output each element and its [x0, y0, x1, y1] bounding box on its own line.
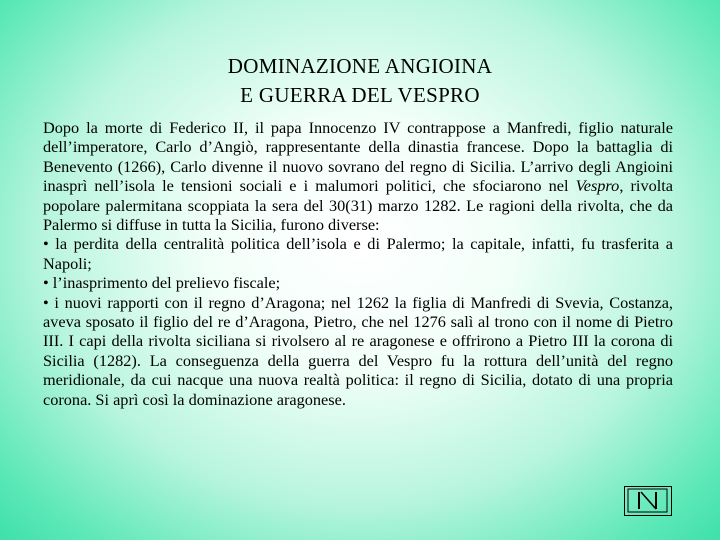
intro-paragraph: [43, 118, 673, 234]
title-line-1: DOMINAZIONE ANGIOINA: [227, 54, 493, 78]
intro-text-a: Dopo la morte di Federico II, il papa Innocenzo IV contrappose a Manfredi, figlio naturale dell’imperatore, Carlo d’Angiò, rappresentante della dinastia francese. Dopo la battaglia di Benevento (1266), Carlo divenne il nuovo sovrano del regno di Sicilia. L’arrivo degli Angioini inasprì nell’isola le tensioni sociali e i malumori politici, che sfociarono nel: [43, 118, 673, 196]
bullet-item-2: • l’inasprimento del prelievo fiscale;: [43, 273, 281, 293]
bullet-item-1: • la perdita della centralità politica dell’isola e di Palermo; la capitale, infatti, fu trasferita a Napoli;: [43, 234, 673, 273]
title-line-2: E GUERRA DEL VESPRO: [240, 83, 480, 107]
vespro-term: Vespro: [575, 176, 620, 196]
intro-text-b: , rivolta popolare palermitana scoppiata la sera del 30(31) marzo 1282. Le ragioni della rivolta, che da Palermo si diffuse in tutta la Sicilia, furono diverse:: [43, 176, 674, 235]
page-title: [0, 52, 720, 110]
body-text: [43, 118, 673, 409]
bullet-item-3: • i nuovi rapporti con il regno d’Aragona; nel 1262 la figlia di Manfredi di Svevia, Costanza, aveva sposato il figlio del re d’Aragona, Pietro, che nel 1276 salì al trono con il nome di Pietro III. I capi della rivolta siciliana si rivolsero al re aragonese e offrirono a Pietro III la corona di Sicilia (1282). La conseguenza della guerra del Vespro fu la rottura dell’unità del regno meridionale, da cui nacque una nuova realtà politica: il regno di Sicilia, dotato di una propria corona. Si aprì così la dominazione aragonese.: [43, 292, 673, 409]
skip-to-start-icon: [625, 487, 670, 514]
first-slide-button[interactable]: [624, 486, 672, 516]
